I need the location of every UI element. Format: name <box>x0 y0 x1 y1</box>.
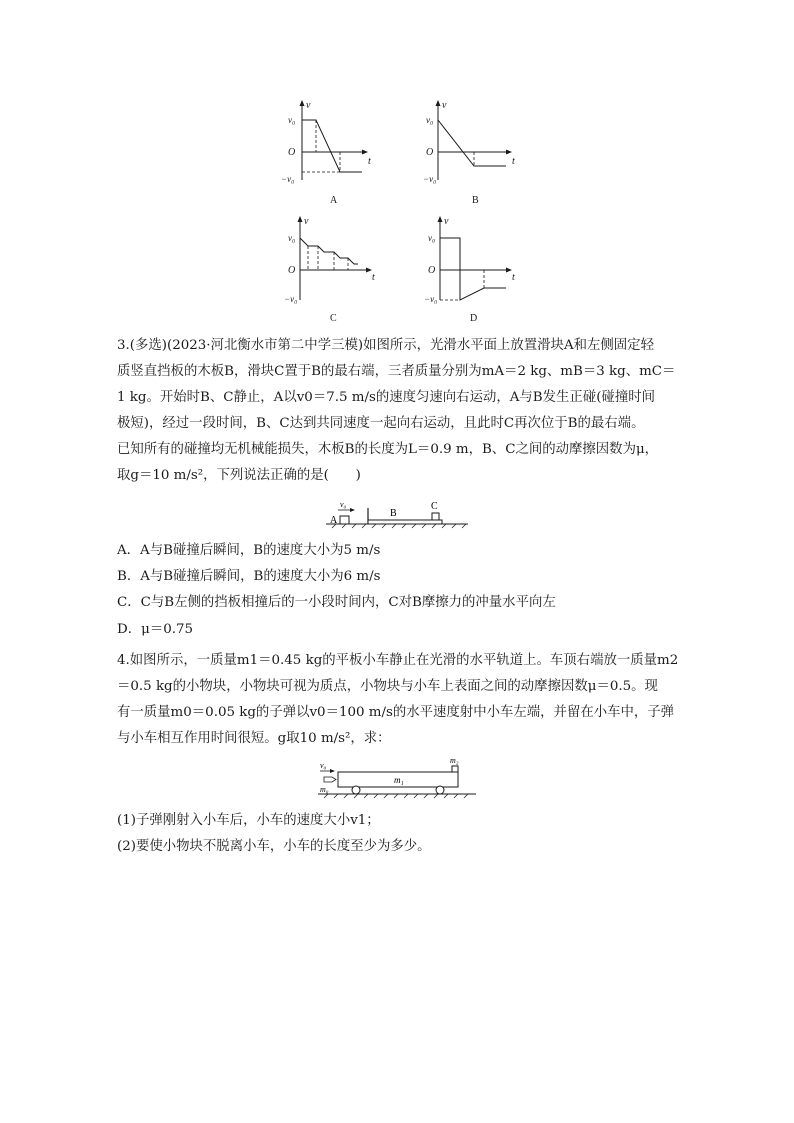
graph-a <box>280 98 380 208</box>
q3-label-c: C <box>431 501 438 512</box>
graph-b-caption: B <box>472 195 479 206</box>
graph-b-v-label: v <box>442 100 447 111</box>
q3-line: 质竖直挡板的木板B，滑块C置于B的最右端，三者质量分别为mA＝2 kg、mB＝3 kg、mC＝ <box>117 364 676 379</box>
graph-c-origin-label: O <box>288 265 296 276</box>
q3-v0-label: v₀ <box>340 500 347 509</box>
graph-a-svg <box>280 98 380 208</box>
q4-sub-question-1: (1)子弹刚射入小车后，小车的速度大小v1； <box>117 813 380 828</box>
graph-b-neg-v0-label: −v₀ <box>424 174 437 184</box>
cart-wheel-left <box>352 786 360 794</box>
q4-figure <box>314 754 480 802</box>
graph-d-neg-v0-label: −v₀ <box>424 294 438 304</box>
graph-a-caption: A <box>330 195 338 206</box>
q4-m0-label: m₀ <box>320 785 329 794</box>
q4-m1-label: m₁ <box>394 775 404 785</box>
q3-label-a: A <box>330 515 338 526</box>
q4-line: ＝0.5 kg的小物块，小物块可视为质点，小物块与小车上表面之间的动摩擦因数μ＝0.5。现 <box>117 679 658 694</box>
cart-wheel-right <box>436 786 444 794</box>
q4-figure-svg <box>314 754 480 802</box>
q3-figure <box>322 494 472 530</box>
block-m2 <box>452 766 458 772</box>
graph-c-v-label: v <box>304 216 309 227</box>
graph-b-t-label: t <box>512 156 515 167</box>
q4-line: 4.如图所示，一质量m1＝0.45 kg的平板小车静止在光滑的水平轨道上。车顶右端放一质量m2 <box>117 653 679 668</box>
q3-label-b: B <box>390 508 397 519</box>
graph-d-origin-label: O <box>428 265 436 276</box>
q3-line: 已知所有的碰撞均无机械能损失，木板B的长度为L＝0.9 m，B、C之间的动摩擦因数为μ， <box>117 442 659 457</box>
graph-a-v0-label: v₀ <box>288 115 296 125</box>
graph-b-origin-label: O <box>426 147 434 158</box>
graph-b-v0-label: v₀ <box>426 115 434 125</box>
q4-line: 与小车相互作用时间很短。g取10 m/s²，求： <box>117 731 391 746</box>
q3-option-b: B．A与B碰撞后瞬间，B的速度大小为6 m/s <box>117 569 381 584</box>
graph-a-neg-v0-label: −v₀ <box>281 174 295 184</box>
graph-c-neg-v0-label: −v₀ <box>284 294 298 304</box>
graph-a-v-label: v <box>306 100 311 111</box>
q4-m2-label: m₂ <box>450 756 459 765</box>
bullet-m0 <box>324 777 336 782</box>
graph-a-t-label: t <box>368 156 371 167</box>
q4-sub-question-2: (2)要使小物块不脱离小车，小车的长度至少为多少。 <box>117 839 431 854</box>
question-3-stem <box>117 333 682 489</box>
q4-line: 有一质量m0＝0.05 kg的子弹以v0＝100 m/s的水平速度射中小车左端，并留在小车中，子弹 <box>117 705 675 720</box>
graph-d-caption: D <box>470 313 478 324</box>
q3-line: 1 kg。开始时B、C静止，A以v0＝7.5 m/s的速度匀速向右运动，A与B发生正碰(碰撞时间 <box>117 390 655 405</box>
board-b <box>368 520 442 524</box>
graph-d-svg <box>424 214 524 326</box>
question-4-stem <box>117 648 682 752</box>
block-c <box>432 513 439 520</box>
graph-d-t-label: t <box>512 272 515 283</box>
graph-c-caption: C <box>330 313 337 324</box>
q3-figure-svg <box>322 494 472 530</box>
q3-option-a: A．A与B碰撞后瞬间，B的速度大小为5 m/s <box>117 543 381 558</box>
q3-line: 3.(多选)(2023·河北衡水市第二中学三模)如图所示，光滑水平面上放置滑块A和左侧固定轻 <box>117 338 654 353</box>
graph-d <box>424 214 524 326</box>
block-a <box>340 516 349 524</box>
graph-b-svg <box>424 98 524 208</box>
graph-d-v0-label: v₀ <box>428 233 436 243</box>
graph-c-v0-label: v₀ <box>288 233 296 243</box>
q4-v0-label: v₀ <box>320 761 327 770</box>
q3-option-d: D．μ＝0.75 <box>117 622 194 637</box>
graph-a-origin-label: O <box>288 147 296 158</box>
q3-option-c: C．C与B左侧的挡板相撞后的一小段时间内，C对B摩擦力的冲量水平向左 <box>117 595 556 610</box>
graph-c-svg <box>284 214 384 326</box>
graph-b <box>424 98 524 208</box>
graph-c-t-label: t <box>372 272 375 283</box>
q3-line: 极短)，经过一段时间，B、C达到共同速度一起向右运动，且此时C再次位于B的最右端。 <box>117 416 645 431</box>
graph-d-v-label: v <box>444 216 449 227</box>
graph-c <box>284 214 384 326</box>
q3-line: 取g＝10 m/s²，下列说法正确的是( ) <box>117 468 361 483</box>
